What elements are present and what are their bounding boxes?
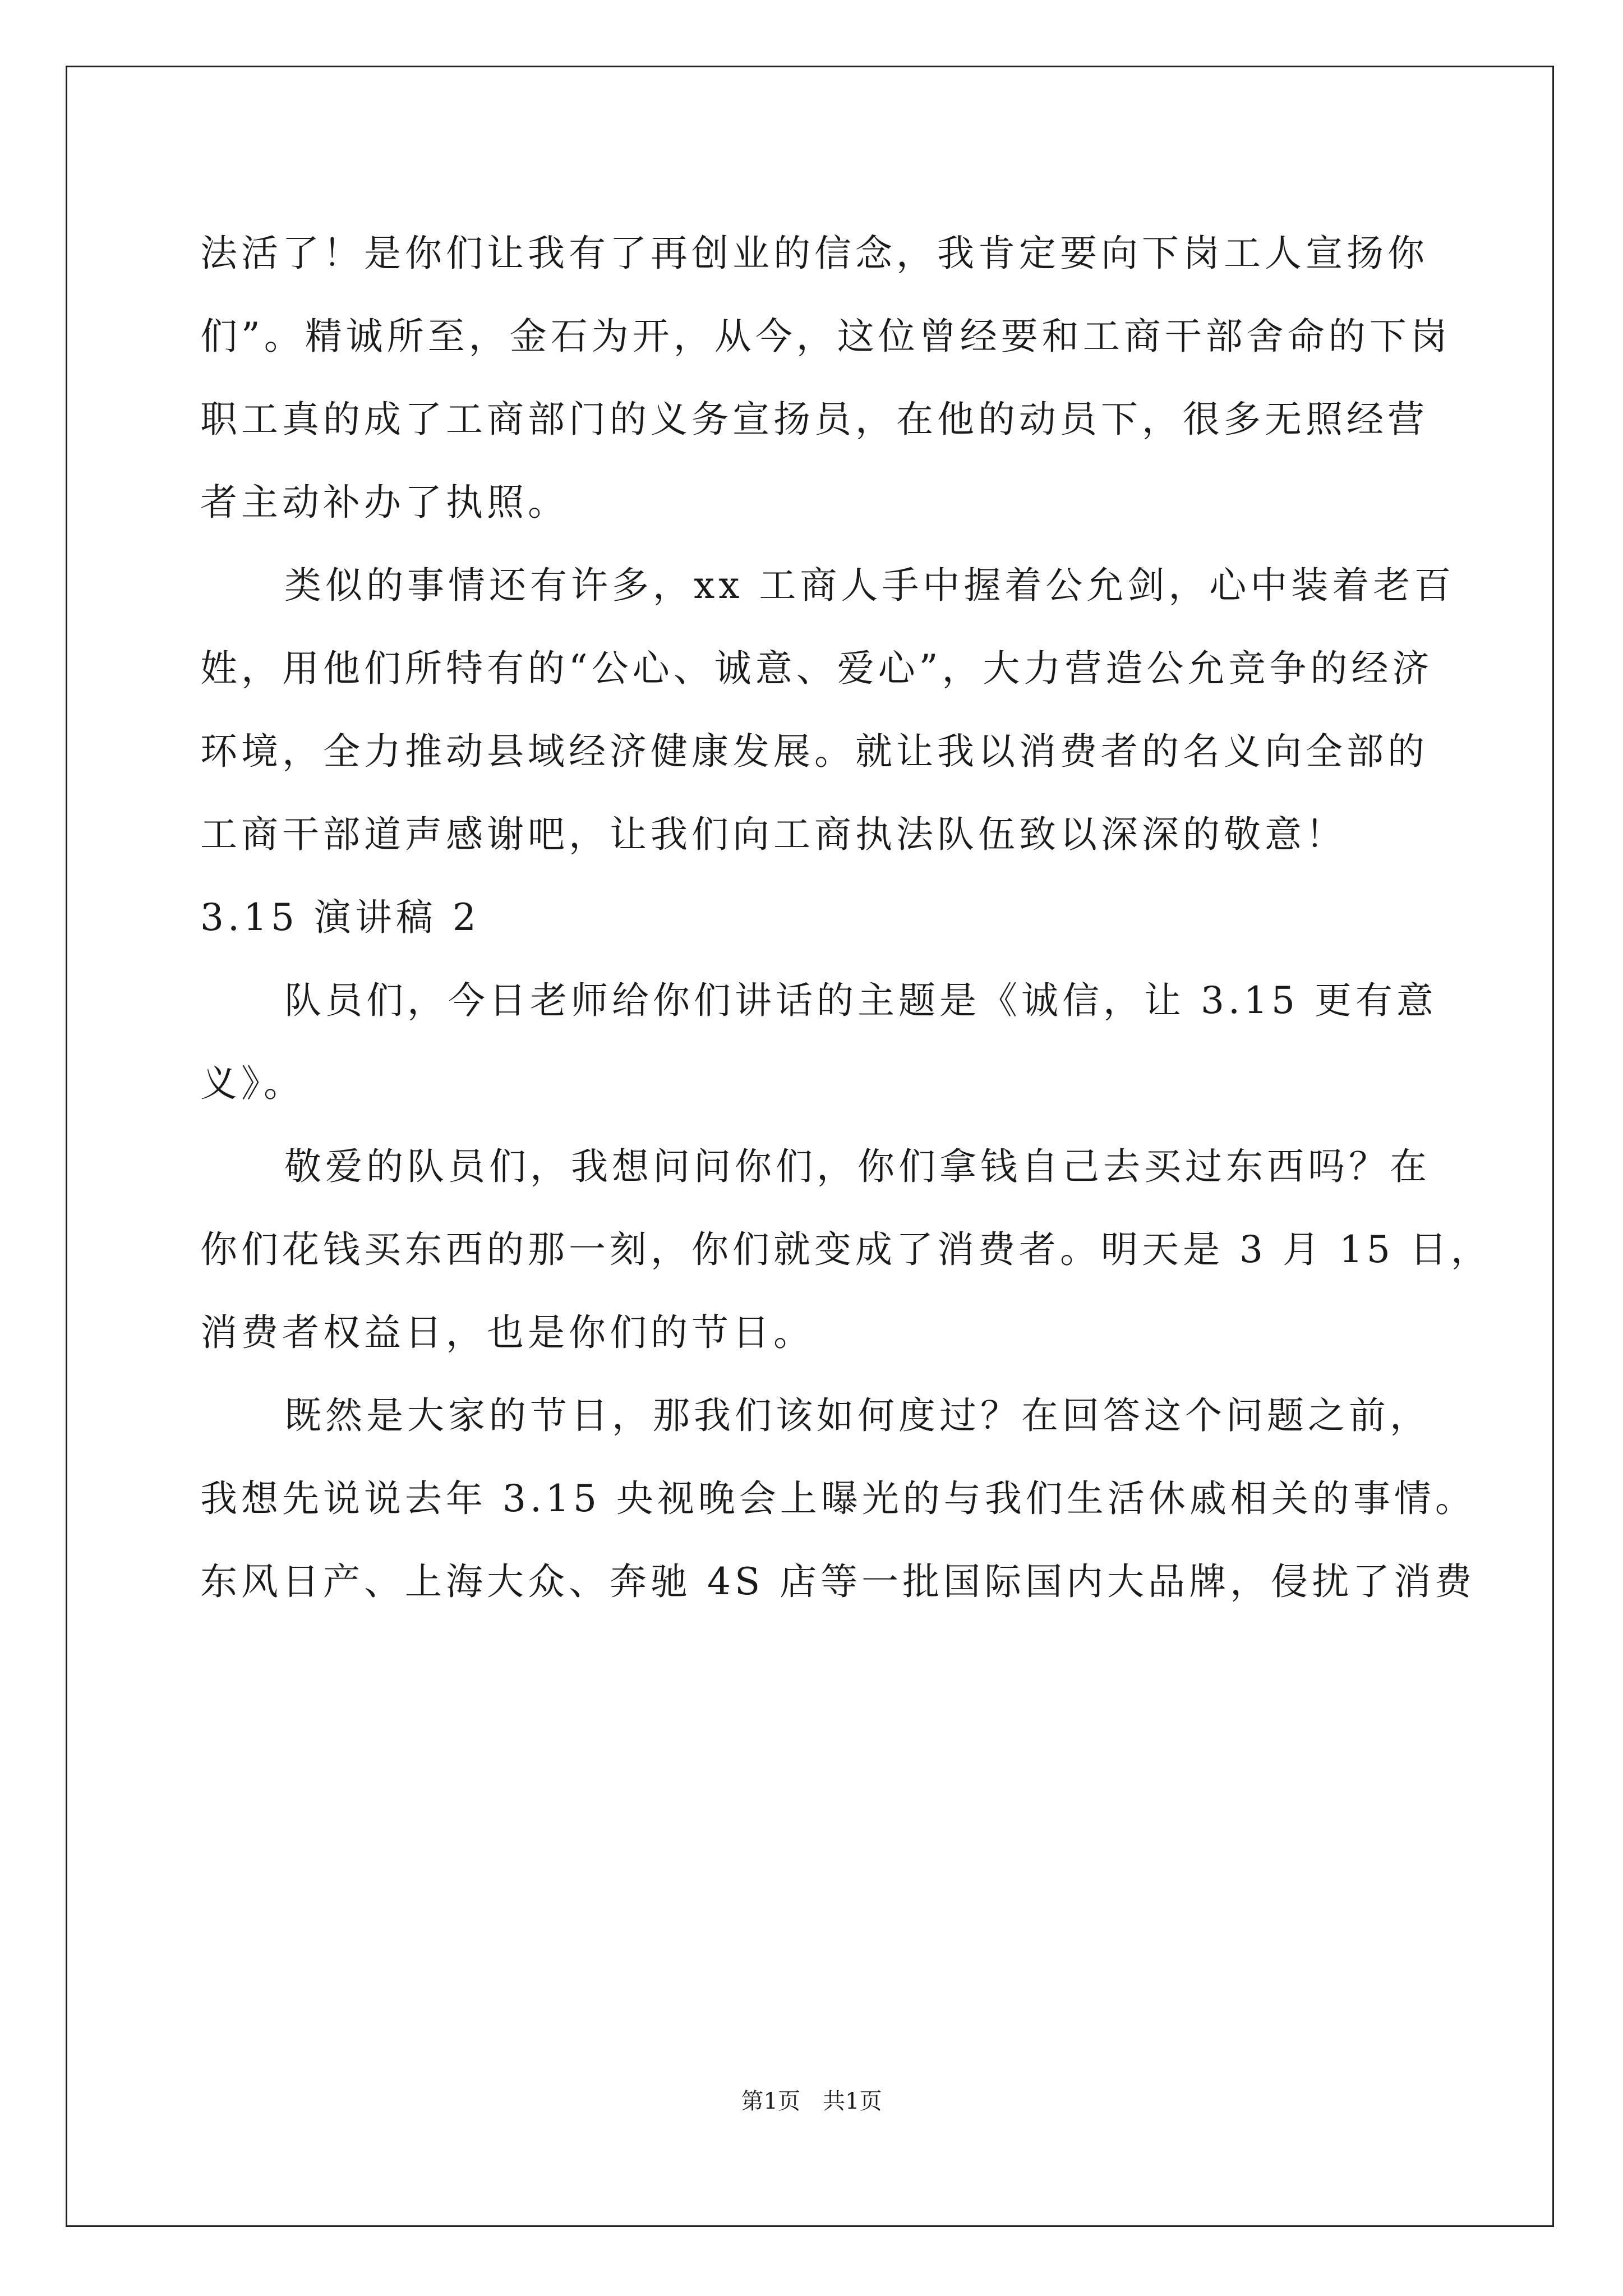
text-line-13: 你们花钱买东西的那一刻，你们就变成了消费者。明天是 3 月 15 日， — [200, 1228, 1492, 1271]
text-line-4: 者主动补办了执照。 — [200, 481, 569, 524]
text-line-7: 环境，全力推动县域经济健康发展。就让我以消费者的名义向全部的 — [200, 730, 1428, 773]
text-line-15: 既然是大家的节日，那我们该如何度过？在回答这个问题之前， — [284, 1394, 1431, 1437]
text-line-12: 敬爱的队员们，我想问问你们，你们拿钱自己去买过东西吗？在 — [284, 1145, 1431, 1188]
text-line-6: 姓，用他们所特有的“公心、诚意、爱心”，大力营造公允竞争的经济 — [200, 647, 1433, 690]
text-line-5: 类似的事情还有许多，xx 工商人手中握着公允剑，心中装着老百 — [284, 564, 1455, 607]
text-line-17: 东风日产、上海大众、奔驰 4S 店等一批国际国内大品牌，侵扰了消费 — [200, 1560, 1476, 1603]
text-line-2: 们”。精诚所至，金石为开，从今，这位曾经要和工商干部舍命的下岗 — [200, 315, 1451, 358]
text-line-10: 队员们，今日老师给你们讲话的主题是《诚信，让 3.15 更有意 — [284, 979, 1437, 1022]
text-line-16: 我想先说说去年 3.15 央视晚会上曝光的与我们生活休戚相关的事情。 — [200, 1477, 1476, 1520]
text-line-11: 义》。 — [200, 1062, 305, 1105]
text-line-8: 工商干部道声感谢吧，让我们向工商执法队伍致以深深的敬意！ — [200, 813, 1347, 856]
document-body — [200, 212, 1492, 1623]
text-line-14: 消费者权益日，也是你们的节日。 — [200, 1311, 814, 1354]
page-footer: 第1页 共1页 — [741, 2088, 882, 2114]
section-heading: 3.15 演讲稿 2 — [200, 896, 480, 939]
text-line-3: 职工真的成了工商部门的义务宣扬员，在他的动员下，很多无照经营 — [200, 398, 1428, 441]
text-line-1: 法活了！是你们让我有了再创业的信念，我肯定要向下岗工人宣扬你 — [200, 232, 1428, 275]
